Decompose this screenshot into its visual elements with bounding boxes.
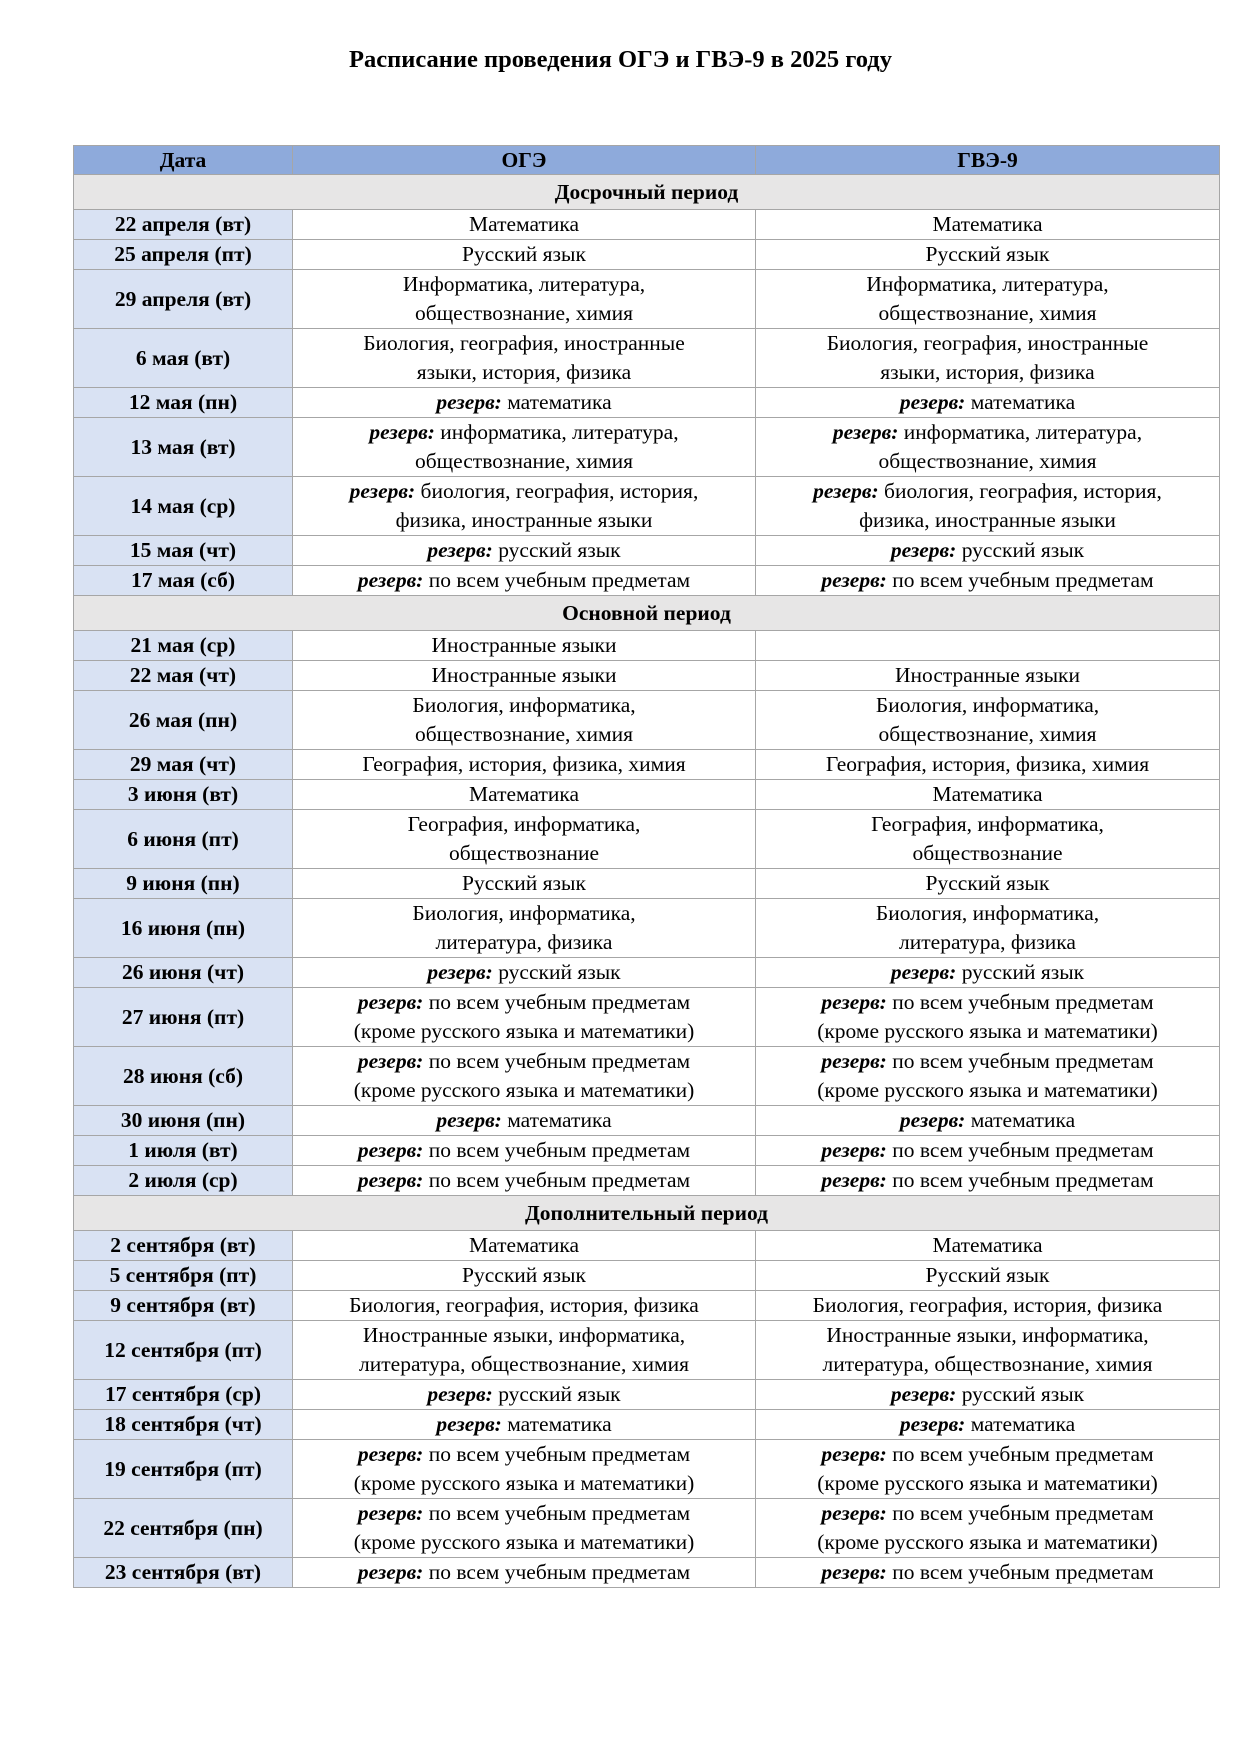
- gve-cell: [756, 536, 1220, 566]
- gve-cell: [756, 869, 1220, 899]
- date-cell: 12 сентября (пт): [74, 1321, 293, 1380]
- subject-text: математика: [507, 390, 612, 414]
- gve-cell: [756, 1440, 1220, 1499]
- subject-text: обществознание, химия: [878, 301, 1097, 325]
- subject-text: по всем учебным предметам: [892, 1442, 1154, 1466]
- reserve-label: резерв:: [813, 479, 879, 503]
- date-cell: 30 июня (пн): [74, 1106, 293, 1136]
- date-cell: 1 июля (вт): [74, 1136, 293, 1166]
- subject-text: русский язык: [961, 960, 1085, 984]
- header-oge: ОГЭ: [293, 146, 756, 175]
- subject-text: Русский язык: [462, 1263, 586, 1287]
- subject-text: по всем учебным предметам: [428, 1049, 691, 1073]
- oge-cell: [293, 270, 756, 329]
- reserve-label: резерв:: [821, 1442, 887, 1466]
- reserve-label: резерв:: [821, 1501, 887, 1525]
- oge-cell: [293, 1410, 756, 1440]
- oge-cell: [293, 661, 756, 691]
- subject-text: География, история, физика, химия: [825, 752, 1150, 776]
- table-row: [74, 477, 1220, 536]
- subject-text: биология, география, история,: [420, 479, 699, 503]
- gve-cell: [756, 388, 1220, 418]
- subject-text: по всем учебным предметам: [892, 1138, 1154, 1162]
- reserve-label: резерв:: [890, 1382, 957, 1406]
- date-cell: 22 сентября (пн): [74, 1499, 293, 1558]
- subject-text: по всем учебным предметам: [428, 1168, 691, 1192]
- oge-cell: [293, 1558, 756, 1588]
- subject-text: (кроме русского языка и математики): [817, 1078, 1158, 1102]
- gve-cell: [756, 210, 1220, 240]
- gve-cell: [756, 240, 1220, 270]
- oge-cell: [293, 869, 756, 899]
- oge-cell: [293, 536, 756, 566]
- subject-text: Математика: [468, 212, 580, 236]
- reserve-label: резерв:: [436, 1108, 502, 1132]
- subject-text: Математика: [932, 1233, 1043, 1257]
- subject-text: биология, география, история,: [884, 479, 1162, 503]
- subject-text: (кроме русского языка и математики): [353, 1019, 695, 1043]
- oge-cell: [293, 958, 756, 988]
- period-heading: Дополнительный период: [74, 1196, 1220, 1231]
- table-row: [74, 566, 1220, 596]
- gve-cell: [756, 1291, 1220, 1321]
- date-cell: 9 сентября (вт): [74, 1291, 293, 1321]
- gve-cell: [756, 1380, 1220, 1410]
- table-row: [74, 631, 1220, 661]
- table-row: [74, 1440, 1220, 1499]
- date-cell: 29 апреля (вт): [74, 270, 293, 329]
- reserve-label: резерв:: [349, 479, 416, 503]
- subject-text: Биология, география, иностранные: [826, 331, 1149, 355]
- gve-cell: [756, 1558, 1220, 1588]
- table-row: [74, 780, 1220, 810]
- table-row: [74, 240, 1220, 270]
- subject-text: Информатика, литература,: [402, 272, 646, 296]
- date-cell: 21 мая (ср): [74, 631, 293, 661]
- oge-cell: [293, 566, 756, 596]
- subject-text: по всем учебным предметам: [428, 1138, 691, 1162]
- schedule-body: [74, 175, 1220, 1588]
- reserve-label: резерв:: [357, 1501, 424, 1525]
- gve-cell: [756, 661, 1220, 691]
- subject-text: Биология, информатика,: [875, 693, 1100, 717]
- gve-cell: [756, 1499, 1220, 1558]
- reserve-label: резерв:: [369, 420, 435, 444]
- oge-cell: [293, 1231, 756, 1261]
- reserve-label: резерв:: [821, 1138, 887, 1162]
- oge-cell: [293, 1380, 756, 1410]
- oge-cell: [293, 1499, 756, 1558]
- subject-text: Иностранные языки: [431, 663, 617, 687]
- subject-text: Биология, география, история, физика: [812, 1293, 1163, 1317]
- date-cell: 29 мая (чт): [74, 750, 293, 780]
- gve-cell: [756, 329, 1220, 388]
- subject-text: математика: [970, 390, 1076, 414]
- gve-cell: [756, 566, 1220, 596]
- date-cell: 13 мая (вт): [74, 418, 293, 477]
- date-cell: 28 июня (сб): [74, 1047, 293, 1106]
- gve-cell: [756, 418, 1220, 477]
- subject-text: Математика: [468, 1233, 580, 1257]
- subject-text: обществознание: [448, 841, 600, 865]
- table-row: [74, 1106, 1220, 1136]
- subject-text: Биология, информатика,: [875, 901, 1100, 925]
- subject-text: по всем учебным предметам: [892, 1168, 1154, 1192]
- subject-text: литература, физика: [899, 930, 1076, 954]
- subject-text: обществознание, химия: [878, 449, 1097, 473]
- date-cell: 18 сентября (чт): [74, 1410, 293, 1440]
- reserve-label: резерв:: [899, 1108, 966, 1132]
- oge-cell: [293, 780, 756, 810]
- subject-text: математика: [970, 1108, 1076, 1132]
- oge-cell: [293, 691, 756, 750]
- subject-text: математика: [970, 1412, 1076, 1436]
- subject-text: Иностранные языки: [895, 663, 1080, 687]
- subject-text: русский язык: [498, 538, 621, 562]
- subject-text: информатика, литература,: [903, 420, 1143, 444]
- gve-cell: [756, 1410, 1220, 1440]
- subject-text: (кроме русского языка и математики): [353, 1530, 695, 1554]
- table-row: [74, 899, 1220, 958]
- date-cell: 2 сентября (вт): [74, 1231, 293, 1261]
- subject-text: Русский язык: [925, 871, 1050, 895]
- oge-cell: [293, 388, 756, 418]
- table-row: [74, 1166, 1220, 1196]
- header-row: [74, 146, 1220, 175]
- date-cell: 3 июня (вт): [74, 780, 293, 810]
- subject-text: по всем учебным предметам: [892, 1560, 1154, 1584]
- oge-cell: [293, 1440, 756, 1499]
- subject-text: Математика: [932, 782, 1043, 806]
- schedule-table: [73, 145, 1220, 1588]
- date-cell: 17 мая (сб): [74, 566, 293, 596]
- oge-cell: [293, 1136, 756, 1166]
- reserve-label: резерв:: [427, 1382, 493, 1406]
- subject-text: Русский язык: [462, 242, 586, 266]
- oge-cell: [293, 810, 756, 869]
- subject-text: (кроме русского языка и математики): [353, 1471, 695, 1495]
- subject-text: по всем учебным предметам: [892, 1049, 1154, 1073]
- subject-text: Русский язык: [925, 1263, 1050, 1287]
- period-heading: Досрочный период: [74, 175, 1220, 210]
- reserve-label: резерв:: [832, 420, 899, 444]
- oge-cell: [293, 1166, 756, 1196]
- date-cell: 19 сентября (пт): [74, 1440, 293, 1499]
- subject-text: по всем учебным предметам: [892, 990, 1154, 1014]
- subject-text: литература, обществознание, химия: [822, 1352, 1153, 1376]
- subject-text: Иностранные языки, информатика,: [362, 1323, 686, 1347]
- oge-cell: [293, 240, 756, 270]
- reserve-label: резерв:: [357, 1138, 424, 1162]
- subject-text: по всем учебным предметам: [428, 1501, 691, 1525]
- subject-text: Математика: [932, 212, 1043, 236]
- subject-text: обществознание, химия: [414, 722, 634, 746]
- reserve-label: резерв:: [821, 1560, 887, 1584]
- reserve-label: резерв:: [427, 960, 493, 984]
- oge-cell: [293, 1291, 756, 1321]
- date-cell: 6 мая (вт): [74, 329, 293, 388]
- table-row: [74, 691, 1220, 750]
- oge-cell: [293, 1106, 756, 1136]
- gve-cell: [756, 1231, 1220, 1261]
- gve-cell: [756, 750, 1220, 780]
- subject-text: Иностранные языки: [431, 633, 617, 657]
- subject-text: русский язык: [498, 1382, 621, 1406]
- reserve-label: резерв:: [427, 538, 493, 562]
- reserve-label: резерв:: [436, 1412, 502, 1436]
- header-gve: ГВЭ-9: [756, 146, 1220, 175]
- oge-cell: [293, 418, 756, 477]
- subject-text: обществознание, химия: [878, 722, 1097, 746]
- table-row: [74, 1380, 1220, 1410]
- subject-text: Русский язык: [925, 242, 1050, 266]
- table-row: [74, 958, 1220, 988]
- date-cell: 17 сентября (ср): [74, 1380, 293, 1410]
- date-cell: 16 июня (пн): [74, 899, 293, 958]
- table-row: [74, 1047, 1220, 1106]
- subject-text: обществознание: [912, 841, 1063, 865]
- date-cell: 22 апреля (вт): [74, 210, 293, 240]
- table-row: [74, 988, 1220, 1047]
- date-cell: 9 июня (пн): [74, 869, 293, 899]
- reserve-label: резерв:: [436, 390, 502, 414]
- oge-cell: [293, 1321, 756, 1380]
- date-cell: 12 мая (пн): [74, 388, 293, 418]
- subject-text: русский язык: [961, 1382, 1085, 1406]
- reserve-label: резерв:: [357, 568, 424, 592]
- subject-text: География, информатика,: [407, 812, 641, 836]
- gve-cell: [756, 810, 1220, 869]
- subject-text: литература, обществознание, химия: [359, 1352, 689, 1376]
- subject-text: по всем учебным предметам: [428, 568, 691, 592]
- reserve-label: резерв:: [899, 1412, 966, 1436]
- subject-text: по всем учебным предметам: [428, 1442, 691, 1466]
- subject-text: обществознание, химия: [414, 449, 634, 473]
- table-row: [74, 1499, 1220, 1558]
- subject-text: по всем учебным предметам: [892, 1501, 1154, 1525]
- subject-text: Русский язык: [462, 871, 586, 895]
- gve-cell: [756, 477, 1220, 536]
- table-row: [74, 1261, 1220, 1291]
- reserve-label: резерв:: [357, 1049, 424, 1073]
- table-row: [74, 869, 1220, 899]
- gve-cell: [756, 631, 1220, 661]
- subject-text: Информатика, литература,: [866, 272, 1109, 296]
- gve-cell: [756, 691, 1220, 750]
- gve-cell: [756, 1261, 1220, 1291]
- date-cell: 26 мая (пн): [74, 691, 293, 750]
- oge-cell: [293, 329, 756, 388]
- gve-cell: [756, 899, 1220, 958]
- subject-text: русский язык: [961, 538, 1085, 562]
- reserve-label: резерв:: [821, 1049, 887, 1073]
- gve-cell: [756, 1321, 1220, 1380]
- reserve-label: резерв:: [357, 990, 424, 1014]
- oge-cell: [293, 631, 756, 661]
- subject-text: литература, физика: [435, 930, 613, 954]
- table-row: [74, 661, 1220, 691]
- date-cell: 14 мая (ср): [74, 477, 293, 536]
- table-row: [74, 1321, 1220, 1380]
- date-cell: 27 июня (пт): [74, 988, 293, 1047]
- table-row: [74, 329, 1220, 388]
- subject-text: математика: [507, 1412, 612, 1436]
- table-row: [74, 1231, 1220, 1261]
- page-title: Расписание проведения ОГЭ и ГВЭ-9 в 2025 году: [349, 46, 892, 73]
- oge-cell: [293, 899, 756, 958]
- gve-cell: [756, 780, 1220, 810]
- period-heading: Основной период: [74, 596, 1220, 631]
- subject-text: Иностранные языки, информатика,: [826, 1323, 1149, 1347]
- subject-text: русский язык: [498, 960, 621, 984]
- reserve-label: резерв:: [899, 390, 966, 414]
- period-row: [74, 596, 1220, 631]
- table-row: [74, 418, 1220, 477]
- table-row: [74, 1410, 1220, 1440]
- table-row: [74, 810, 1220, 869]
- gve-cell: [756, 1166, 1220, 1196]
- date-cell: 26 июня (чт): [74, 958, 293, 988]
- reserve-label: резерв:: [821, 990, 887, 1014]
- subject-text: Математика: [468, 782, 580, 806]
- subject-text: по всем учебным предметам: [892, 568, 1154, 592]
- gve-cell: [756, 1136, 1220, 1166]
- subject-text: языки, история, физика: [416, 360, 632, 384]
- oge-cell: [293, 988, 756, 1047]
- subject-text: по всем учебным предметам: [428, 1560, 691, 1584]
- table-row: [74, 536, 1220, 566]
- reserve-label: резерв:: [890, 960, 957, 984]
- subject-text: информатика, литература,: [440, 420, 679, 444]
- subject-text: Биология, география, история, физика: [349, 1293, 699, 1317]
- subject-text: География, история, физика, химия: [362, 752, 686, 776]
- subject-text: языки, история, физика: [880, 360, 1095, 384]
- subject-text: (кроме русского языка и математики): [817, 1530, 1158, 1554]
- table-row: [74, 1558, 1220, 1588]
- reserve-label: резерв:: [357, 1560, 424, 1584]
- table-row: [74, 210, 1220, 240]
- period-row: [74, 1196, 1220, 1231]
- subject-text: математика: [507, 1108, 612, 1132]
- subject-text: География, информатика,: [871, 812, 1104, 836]
- date-cell: 25 апреля (пт): [74, 240, 293, 270]
- subject-text: физика, иностранные языки: [395, 508, 653, 532]
- gve-cell: [756, 270, 1220, 329]
- subject-text: (кроме русского языка и математики): [353, 1078, 695, 1102]
- table-row: [74, 750, 1220, 780]
- oge-cell: [293, 1261, 756, 1291]
- subject-text: Биология, география, иностранные: [363, 331, 685, 355]
- subject-text: физика, иностранные языки: [859, 508, 1116, 532]
- oge-cell: [293, 1047, 756, 1106]
- date-cell: 22 мая (чт): [74, 661, 293, 691]
- table-row: [74, 1136, 1220, 1166]
- table-row: [74, 270, 1220, 329]
- reserve-label: резерв:: [357, 1168, 424, 1192]
- subject-text: Биология, информатика,: [412, 693, 636, 717]
- subject-text: Биология, информатика,: [412, 901, 636, 925]
- table-row: [74, 388, 1220, 418]
- table-row: [74, 1291, 1220, 1321]
- gve-cell: [756, 1047, 1220, 1106]
- oge-cell: [293, 750, 756, 780]
- gve-cell: [756, 988, 1220, 1047]
- date-cell: 15 мая (чт): [74, 536, 293, 566]
- gve-cell: [756, 1106, 1220, 1136]
- gve-cell: [756, 958, 1220, 988]
- reserve-label: резерв:: [890, 538, 957, 562]
- reserve-label: резерв:: [821, 1168, 887, 1192]
- period-row: [74, 175, 1220, 210]
- header-date: Дата: [74, 146, 293, 175]
- reserve-label: резерв:: [821, 568, 887, 592]
- subject-text: (кроме русского языка и математики): [817, 1471, 1158, 1495]
- subject-text: обществознание, химия: [414, 301, 634, 325]
- oge-cell: [293, 210, 756, 240]
- subject-text: по всем учебным предметам: [428, 990, 691, 1014]
- date-cell: 2 июля (ср): [74, 1166, 293, 1196]
- subject-text: (кроме русского языка и математики): [817, 1019, 1158, 1043]
- date-cell: 5 сентября (пт): [74, 1261, 293, 1291]
- oge-cell: [293, 477, 756, 536]
- date-cell: 6 июня (пт): [74, 810, 293, 869]
- reserve-label: резерв:: [357, 1442, 424, 1466]
- date-cell: 23 сентября (вт): [74, 1558, 293, 1588]
